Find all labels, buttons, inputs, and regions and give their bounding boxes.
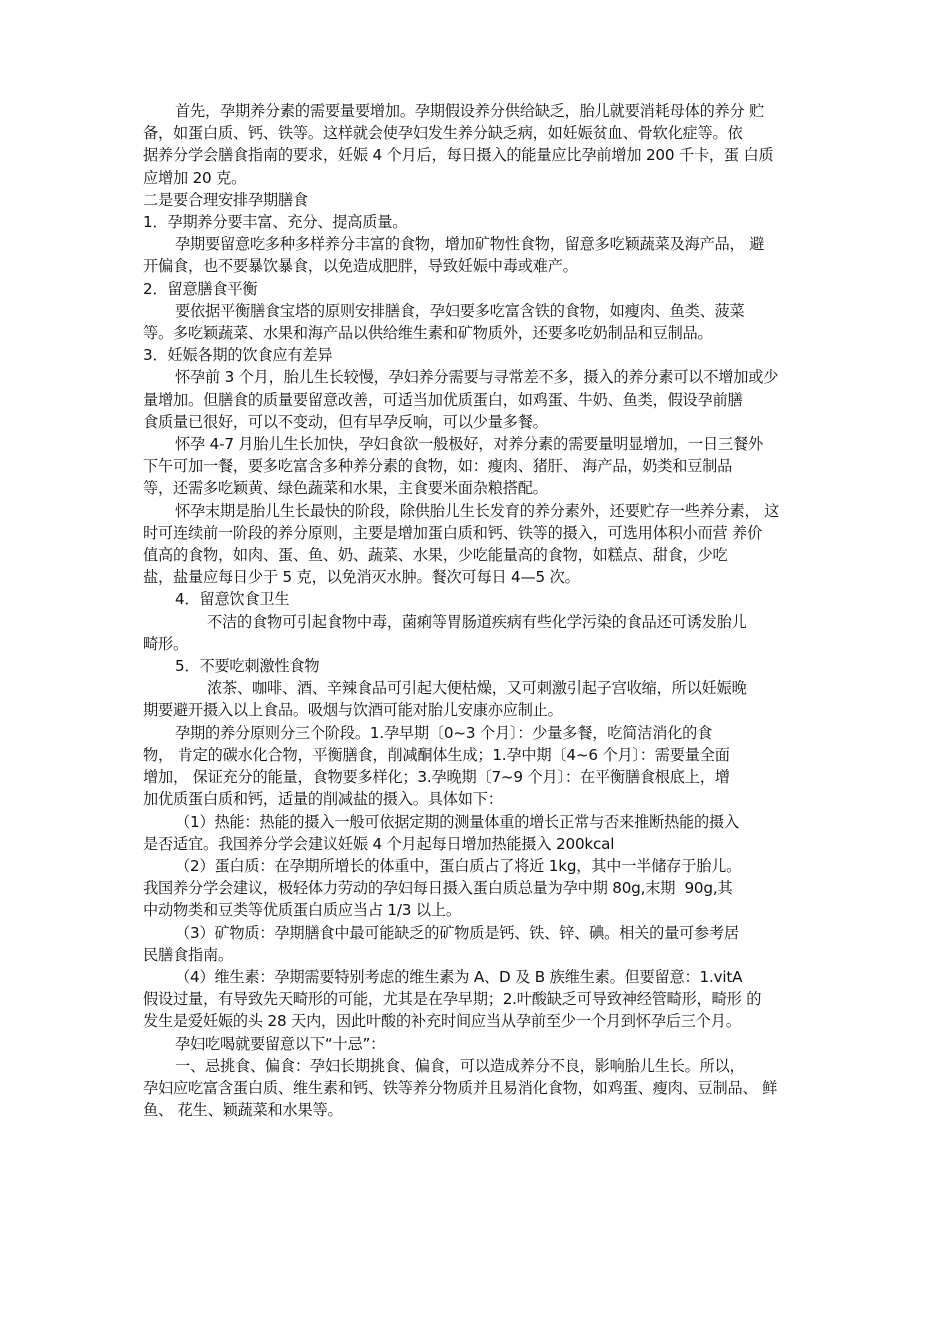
text-line: 开偏食，也不要暴饮暴食，以免造成肥胖，导致妊娠中毒或难产。 bbox=[143, 257, 578, 276]
document-page bbox=[143, 100, 819, 1121]
text-line: 孕妇吃喝就要留意以下“十忌”： bbox=[175, 1034, 386, 1053]
text-line: 我国养分学会建议，极轻体力劳动的孕妇每日摄入蛋白质总量为孕中期 80g,末期 90g,其 bbox=[143, 879, 733, 898]
text-line: 4．留意饮食卫生 bbox=[175, 590, 290, 609]
text-line: 浓茶、咖啡、酒、辛辣食品可引起大便枯燥，又可刺激引起子宫收缩，所以妊娠晚 bbox=[207, 679, 747, 698]
text-line: 是否适宜。我国养分学会建议妊娠 4 个月起每日增加热能摄入 200kcal bbox=[143, 834, 615, 853]
text-line: 应增加 20 克。 bbox=[143, 168, 247, 187]
text-line: 1．孕期养分要丰富、充分、提高质量。 bbox=[143, 213, 408, 232]
text-line: 值高的食物，如肉、蛋、鱼、奶、蔬菜、水果，少吃能量高的食物，如糕点、甜食，少吃 bbox=[143, 546, 728, 565]
text-line: 备，如蛋白质、钙、铁等。这样就会使孕妇发生养分缺乏病，如妊娠贫血、骨软化症等。依 bbox=[143, 124, 743, 143]
text-line: 物， 肯定的碳水化合物，平衡膳食，削减酮体生成；1.孕中期〔4~6 个月〕：需要量全面 bbox=[143, 745, 730, 764]
text-line: （4）维生素：孕期需要特别考虑的维生素为 A、D 及 B 族维生素。但要留意：1.vitA bbox=[175, 967, 743, 986]
text-line: 孕期要留意吃多种多样养分丰富的食物，增加矿物性食物，留意多吃颖蔬菜及海产品， 避 bbox=[175, 235, 765, 254]
text-line: （1）热能：热能的摄入一般可依据定期的测量体重的增长正常与否来推断热能的摄入 bbox=[175, 812, 740, 831]
text-line: 期要避开摄入以上食品。吸烟与饮酒可能对胎儿安康亦应制止。 bbox=[143, 701, 563, 720]
text-line: （2）蛋白质：在孕期所增长的体重中，蛋白质占了将近 1kg，其中一半储存于胎儿。 bbox=[175, 856, 742, 875]
text-line: 等，还需多吃颖黄、绿色蔬菜和水果，主食要米面杂粮搭配。 bbox=[143, 479, 548, 498]
text-line: 孕期的养分原则分三个阶段。1.孕早期〔0~3 个月〕：少量多餐，吃简洁消化的食 bbox=[175, 723, 713, 742]
text-line: 假设过量，有导致先天畸形的可能，尤其是在孕早期；2.叶酸缺乏可导致神经管畸形，畸形 的 bbox=[143, 990, 762, 1009]
text-line: 发生是爱妊娠的头 28 天内，因此叶酸的补充时间应当从孕前至少一个月到怀孕后三个月。 bbox=[143, 1012, 741, 1031]
text-line: 量增加。但膳食的质量要留意改善，可适当加优质蛋白，如鸡蛋、牛奶、鱼类，假设孕前膳 bbox=[143, 390, 743, 409]
text-line: 民膳食指南。 bbox=[143, 945, 233, 964]
text-line: 中动物类和豆类等优质蛋白质应当占 1/3 以上。 bbox=[143, 901, 461, 920]
text-line: 据养分学会膳食指南的要求，妊娠 4 个月后，每日摄入的能量应比孕前增加 200 千卡，蛋 白质 bbox=[143, 146, 774, 165]
text-line: 怀孕前 3 个月，胎儿生长较慢，孕妇养分需要与寻常差不多，摄入的养分素可以不增加或少 bbox=[175, 368, 779, 387]
text-line: 2．留意膳食平衡 bbox=[143, 279, 258, 298]
text-line: 3．妊娠各期的饮食应有差异 bbox=[143, 346, 333, 365]
text-line: 下午可加一餐，要多吃富含多种养分素的食物，如：瘦肉、猪肝、 海产品，奶类和豆制品 bbox=[143, 457, 733, 476]
text-line: 二是要合理安排孕期膳食 bbox=[143, 190, 308, 209]
text-line: 增加， 保证充分的能量，食物要多样化；3.孕晚期〔7~9 个月〕：在平衡膳食根底上，增 bbox=[143, 768, 730, 787]
text-line: 加优质蛋白质和钙，适量的削减盐的摄入。具体如下： bbox=[143, 790, 503, 809]
text-line: 鱼、 花生、颖蔬菜和水果等。 bbox=[143, 1101, 343, 1120]
text-line: 食质量已很好，可以不变动，但有早孕反响，可以少量多餐。 bbox=[143, 412, 548, 431]
text-line: 时可连续前一阶段的养分原则，主要是增加蛋白质和钙、铁等的摄入，可选用体积小而营 养价 bbox=[143, 523, 763, 542]
text-line: 首先，孕期养分素的需要量要增加。孕期假设养分供给缺乏，胎儿就要消耗母体的养分 贮 bbox=[175, 102, 765, 120]
text-line: 畸形。 bbox=[143, 634, 188, 653]
text-line: 一、忌挑食、偏食：孕妇长期挑食、偏食，可以造成养分不良，影响胎儿生长。所以， bbox=[175, 1056, 745, 1075]
text-line: 不洁的食物可引起食物中毒，菌痢等胃肠道疾病有些化学污染的食品还可诱发胎儿 bbox=[207, 612, 747, 631]
text-line: 等。多吃颖蔬菜、水果和海产品以供给维生素和矿物质外，还要多吃奶制品和豆制品。 bbox=[143, 324, 713, 343]
text-line: （3）矿物质：孕期膳食中最可能缺乏的矿物质是钙、铁、锌、碘。相关的量可参考居 bbox=[175, 923, 740, 942]
text-line: 盐，盐量应每日少于 5 克，以免消灭水肿。餐次可每日 4—5 次。 bbox=[143, 568, 580, 587]
text-line: 怀孕 4-7 月胎儿生长加快，孕妇食欲一般极好，对养分素的需要量明显增加，一日三餐外 bbox=[175, 435, 763, 454]
text-line: 孕妇应吃富含蛋白质、维生素和钙、铁等养分物质并且易消化食物，如鸡蛋、瘦肉、豆制品、 鲜 bbox=[143, 1078, 778, 1097]
text-line: 要依据平衡膳食宝塔的原则安排膳食，孕妇要多吃富含铁的食物，如瘦肉、鱼类、菠菜 bbox=[175, 301, 745, 320]
text-line: 5．不要吃刺激性食物 bbox=[175, 657, 320, 676]
text-line: 怀孕末期是胎儿生长最快的阶段，除供胎儿生长发育的养分素外，还要贮存一些养分素， 这 bbox=[175, 501, 780, 520]
